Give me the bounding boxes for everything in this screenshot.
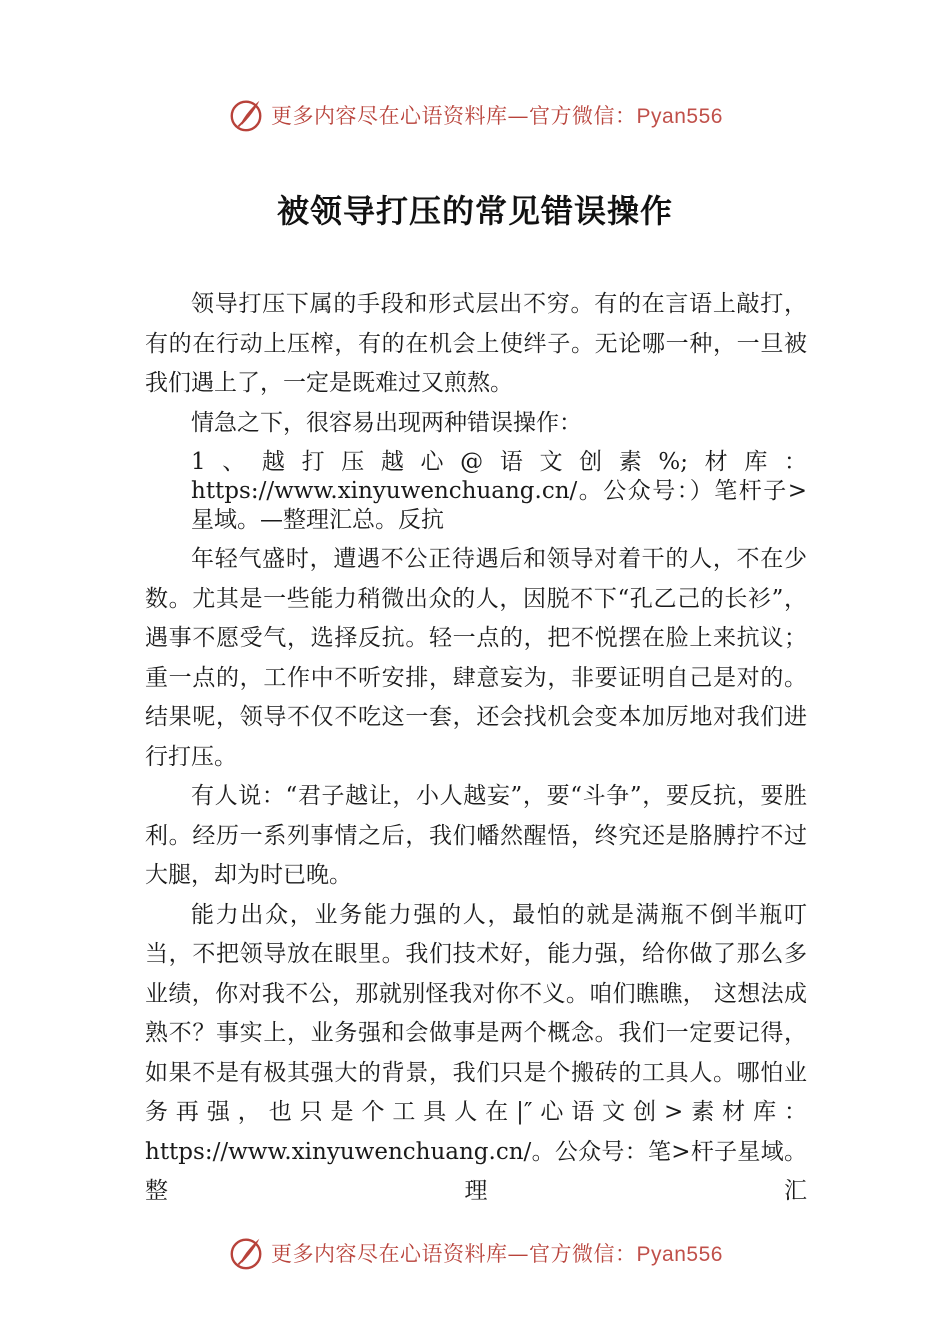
watermark-banner-top (0, 96, 950, 134)
watermark-text: 更多内容尽在心语资料库—官方微信：Pyan556 (271, 104, 723, 128)
document-body (145, 285, 807, 1212)
watermark-banner-bottom (0, 1234, 950, 1272)
paragraph-intro: 领导打压下属的手段和形式层出不穷。有的在言语上敲打，有的在行动上压榨，有的在机会上使绊子。无论哪一种，一旦被我们遇上了，一定是既难过又煎熬。 (145, 291, 807, 396)
paragraph-body: 有人说：“君子越让，小人越妄”，要“斗争”，要反抗，要胜利。经历一系列事情之后，我们幡然醒悟，终究还是胳膊拧不过大腿，却为时已晚。 (145, 783, 807, 888)
paragraph-body: 年轻气盛时，遭遇不公正待遇后和领导对着干的人，不在少数。尤其是一些能力稍微出众的人，因脱不下“孔乙己的长衫”，遇事不愿受气，选择反抗。轻一点的，把不悦摆在脸上来抗议；重一点的，工作中不听安排，肆意妄为，非要证明自己是对的。结果呢，领导不仅不吃这一套，还会找机会变本加厉地对我们进行打压。 (145, 546, 807, 770)
paragraph-body: 能力出众，业务能力强的人，最怕的就是满瓶不倒半瓶叮当，不把领导放在眼里。我们技术好，能力强，给你做了那么多业绩，你对我不公，那就别怪我对你不义。咱们瞧瞧， 这想法成熟不？事实上，业务强和会做事是两个概念。我们一定要记得，如果不是有极其强大的背景，我们只是个搬砖的工具人。哪怕业务再强，也只是个工具人在|″心语文创>素材库：https://www.xinyuwenchuang.cn/。公众号：笔>杆子星域。整理汇 (145, 901, 807, 1204)
list-item-heading: 1、越打压越心@语文创素%;材库：https://www.xinyuwenchuang.cn/。公众号：）笔杆子>星域。—整理汇总。反抗 (191, 449, 807, 533)
quill-pen-logo-icon (227, 1234, 265, 1272)
watermark-text: 更多内容尽在心语资料库—官方微信：Pyan556 (271, 1242, 723, 1266)
document-title: 被领导打压的常见错误操作 (276, 192, 673, 230)
paragraph-lead: 情急之下，很容易出现两种错误操作： (191, 409, 582, 436)
quill-pen-logo-icon (227, 96, 265, 134)
